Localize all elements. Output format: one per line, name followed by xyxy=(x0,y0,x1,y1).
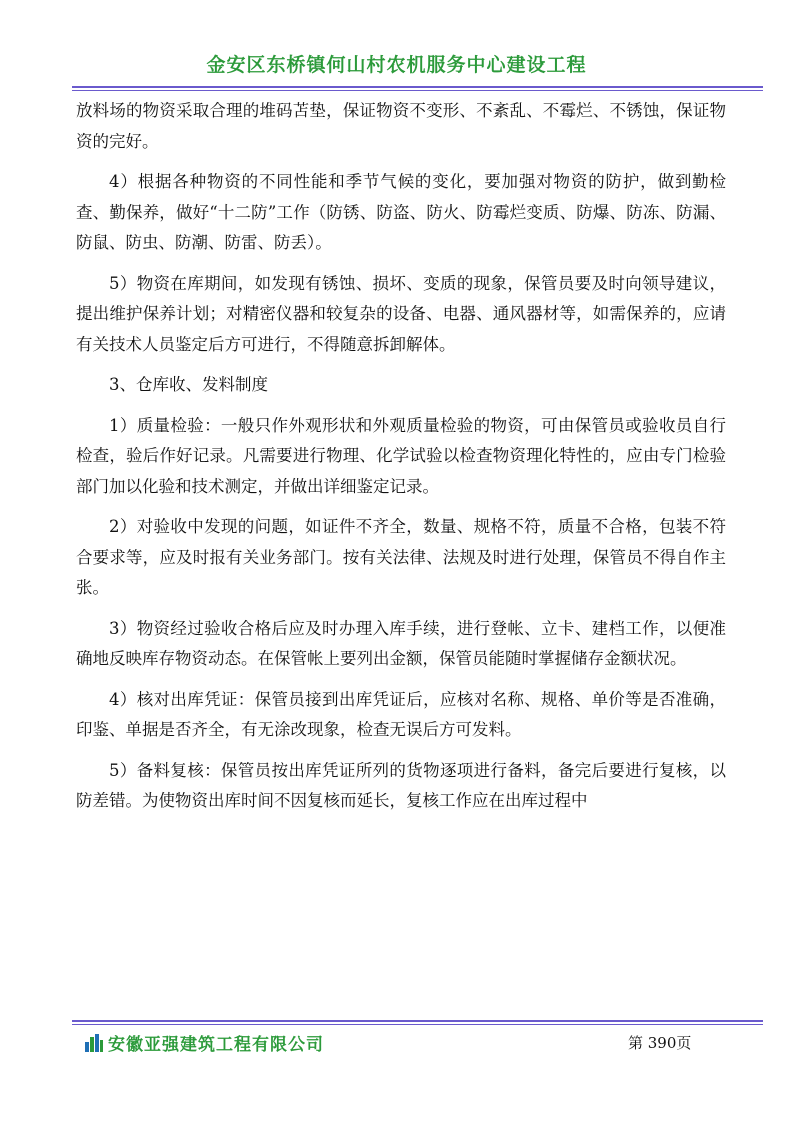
paragraph: 1）质量检验：一般只作外观形状和外观质量检验的物资，可由保管员或验收员自行检查，验后作好记录。凡需要进行物理、化学试验以检查物资理化特性的，应由专门检验部门加以化验和技术测定，并做出详细鉴定记录。 xyxy=(76,415,726,496)
header-rule xyxy=(72,86,763,88)
section-heading: 3、仓库收、发料制度 xyxy=(109,375,268,394)
footer-rule xyxy=(72,1020,763,1022)
paragraph: 放料场的物资采取合理的堆码苫垫，保证物资不变形、不紊乱、不霉烂、不锈蚀，保证物资的完好。 xyxy=(76,101,726,151)
header-rule-thin xyxy=(72,90,763,91)
page-number: 第 390页 xyxy=(628,1034,692,1052)
paragraph: 5）备料复核：保管员按出库凭证所列的货物逐项进行备料，备完后要进行复核，以防差错。为使物资出库时间不因复核而延长，复核工作应在出库过程中 xyxy=(76,760,726,810)
building-logo-icon xyxy=(84,1034,104,1052)
paragraph: 3）物资经过验收合格后应及时办理入库手续，进行登帐、立卡、建档工作，以便准确地反映库存物资动态。在保管帐上要列出金额，保管员能随时掌握储存金额状况。 xyxy=(76,618,726,668)
footer-rule-thin xyxy=(72,1024,763,1025)
paragraph: 4）根据各种物资的不同性能和季节气候的变化，要加强对物资的防护，做到勤检查、勤保养，做好“十二防”工作（防锈、防盗、防火、防霉烂变质、防爆、防冻、防漏、防鼠、防虫、防潮、防雷、防丢）。 xyxy=(76,172,726,252)
paragraph: 5）物资在库期间，如发现有锈蚀、损坏、变质的现象，保管员要及时向领导建议，提出维护保养计划；对精密仪器和较复杂的设备、电器、通风器材等，如需保养的，应请有关技术人员鉴定后方可进行，不得随意拆卸解体。 xyxy=(76,273,726,354)
document-body xyxy=(76,96,726,827)
paragraph: 2）对验收中发现的问题，如证件不齐全，数量、规格不符，质量不合格，包装不符合要求等，应及时报有关业务部门。按有关法律、法规及时进行处理，保管员不得自作主张。 xyxy=(76,517,726,597)
paragraph: 4）核对出库凭证：保管员接到出库凭证后，应核对名称、规格、单价等是否准确，印鉴、单据是否齐全，有无涂改现象，检查无误后方可发料。 xyxy=(76,689,726,739)
page-header-title: 金安区东桥镇何山村农机服务中心建设工程 xyxy=(206,54,587,76)
footer-company-name: 安徽亚强建筑工程有限公司 xyxy=(108,1035,324,1055)
